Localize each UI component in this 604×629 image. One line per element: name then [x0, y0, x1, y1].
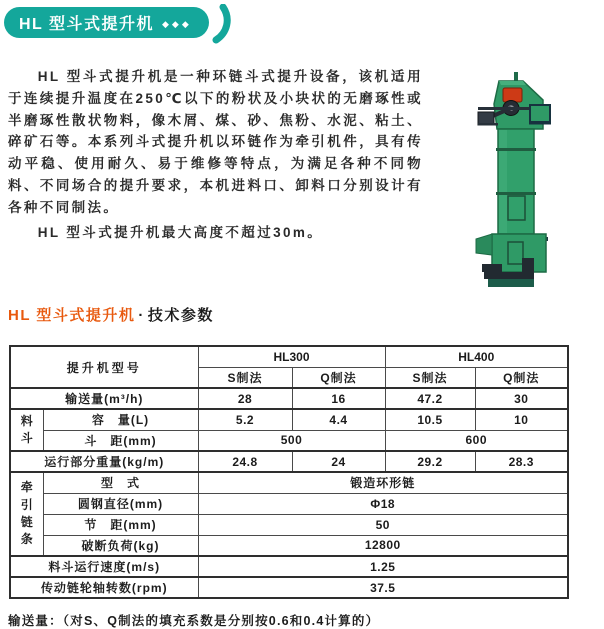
model-hl400-cell: HL400	[385, 346, 568, 367]
row-label-bucket-speed: 料斗运行速度(m/s)	[10, 556, 198, 577]
row-running-weight	[10, 451, 568, 472]
spec-cell: 29.2	[385, 451, 475, 472]
intro-paragraph-2: HL 型斗式提升机最大高度不超过30m。	[37, 224, 324, 240]
row-label-rod-diameter: 圆钢直径(mm)	[43, 493, 198, 514]
spec-cell: 24	[292, 451, 385, 472]
method-cell: Q制法	[475, 367, 568, 388]
bucket-elevator-illustration	[466, 68, 591, 290]
intro-section	[8, 66, 596, 295]
row-chain-pitch	[10, 514, 568, 535]
header-row-models	[10, 346, 568, 367]
spec-cell: 1.25	[198, 556, 568, 577]
spec-cell: 24.8	[198, 451, 292, 472]
spec-cell: 600	[385, 430, 568, 451]
row-bucket-pitch	[10, 430, 568, 451]
section-title-rest: 技术参数	[147, 307, 214, 324]
row-label-conveying: 输送量(m³/h)	[10, 388, 198, 409]
spec-cell: 47.2	[385, 388, 475, 409]
method-cell: S制法	[198, 367, 292, 388]
spec-cell: 16	[292, 388, 385, 409]
spec-cell: 5.2	[198, 409, 292, 430]
row-rod-diameter	[10, 493, 568, 514]
row-conveying-capacity	[10, 388, 568, 409]
spec-cell: 10.5	[385, 409, 475, 430]
spec-cell: Φ18	[198, 493, 568, 514]
section-banner	[4, 7, 209, 38]
method-cell: Q制法	[292, 367, 385, 388]
spec-table	[9, 345, 569, 599]
row-label-chain-pitch: 节 距(mm)	[43, 514, 198, 535]
section-title-model: HL 型斗式提升机	[8, 307, 136, 324]
spec-cell: 500	[198, 430, 385, 451]
model-label-cell: 提升机型号	[10, 346, 198, 388]
row-label-chain-type: 型 式	[43, 472, 198, 493]
row-bucket-capacity	[10, 409, 568, 430]
row-label-bucket-pitch: 斗 距(mm)	[43, 430, 198, 451]
banner-diamonds: ◆◆◆	[162, 18, 192, 29]
spec-cell: 28.3	[475, 451, 568, 472]
row-bucket-speed	[10, 556, 568, 577]
intro-paragraph-1: HL 型斗式提升机是一种环链斗式提升设备，该机适用于连续提升温度在250℃以下的粉状及小块状的无磨琢性或半磨琢性散状物料，像木屑、煤、砂、焦粉、水泥、粘土、碎矿石等。本系列斗式提升机以环链作为牵引机件，具有传动平稳、使用耐久、易于维修等特点，为满足各种不同物料、不同场合的提升要求，本机进料口、卸料口分别设计有各种不同制法。	[8, 69, 423, 215]
spec-cell: 12800	[198, 535, 568, 556]
row-label-breaking-load: 破断负荷(kg)	[43, 535, 198, 556]
row-chain-type	[10, 472, 568, 493]
bucket-elevator-photo	[466, 68, 596, 295]
footnote: 输送量：（对S、Q制法的填充系数是分别按0.6和0.4计算的）	[8, 614, 380, 628]
banner-title: HL 型斗式提升机	[19, 16, 154, 33]
row-label-capacity: 容 量(L)	[43, 409, 198, 430]
row-sprocket-speed	[10, 577, 568, 598]
spec-cell: 锻造环形链	[198, 472, 568, 493]
section-title-separator: ·	[138, 307, 145, 324]
group-label-bucket: 料斗	[10, 409, 43, 451]
banner-swoosh-decoration	[212, 4, 236, 44]
section-title	[8, 304, 596, 325]
row-label-sprocket-speed: 传动链轮轴转数(rpm)	[10, 577, 198, 598]
row-label-running-weight: 运行部分重量(kg/m)	[10, 451, 198, 472]
spec-cell: 50	[198, 514, 568, 535]
intro-text	[8, 66, 423, 295]
banner-row	[4, 4, 596, 42]
spec-cell: 30	[475, 388, 568, 409]
group-label-chain: 牵引链条	[10, 472, 43, 556]
model-hl300-cell: HL300	[198, 346, 385, 367]
spec-cell: 37.5	[198, 577, 568, 598]
method-cell: S制法	[385, 367, 475, 388]
spec-cell: 10	[475, 409, 568, 430]
spec-cell: 28	[198, 388, 292, 409]
spec-cell: 4.4	[292, 409, 385, 430]
row-breaking-load	[10, 535, 568, 556]
